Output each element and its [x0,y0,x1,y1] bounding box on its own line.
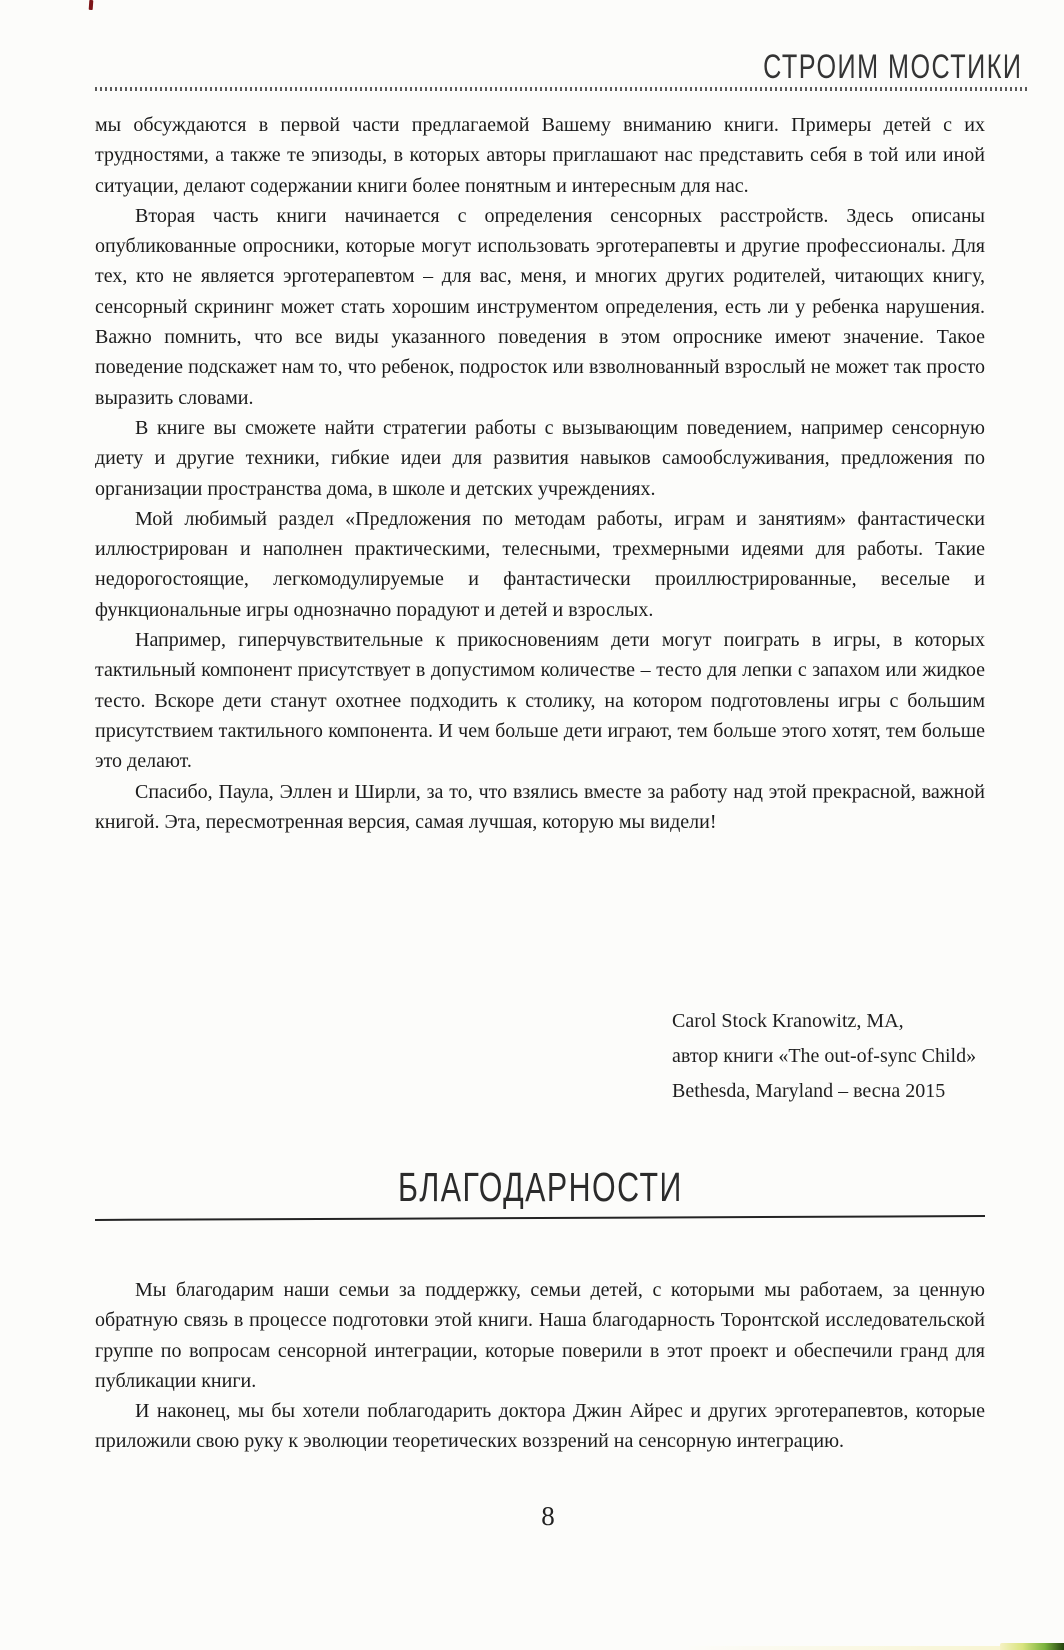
page-number: 8 [541,1500,555,1531]
page-body [95,110,985,1532]
paragraph: Спасибо, Паула, Эллен и Ширли, за то, что взялись вместе за работу над этой прекрасной, важной книгой. Эта, пересмотренная версия, самая лучшая, которую мы видели! [95,780,985,833]
signature-author-name: Carol Stock Kranowitz, MA, [672,1010,904,1032]
scan-artifact-bottom-tint [684,1646,1004,1650]
paragraph: Вторая часть книги начинается с определения сенсорных расстройств. Здесь описаны опубликованные опросники, которые могут использовать эрготерапевты и другие профессионалы. Для тех, кто не является эрготерапевтом – для вас, меня, и многих других родителей, читающих книгу, сенсорный скрининг может стать хорошим инструментом определения, есть ли у ребенка нарушения. Важно помнить, что все виды указанного поведения в этом опроснике имеют значение. Такое поведение подскажет нам то, что ребенок, подросток или взволнованный взрослый не может так просто выразить словами. [95,204,985,409]
running-header-title-row [95,50,1028,84]
acknowledgments-title: БЛАГОДАРНОСТИ [397,1164,683,1210]
acknowledgments-rule [95,1215,985,1221]
paragraph: В книге вы сможете найти стратегии работы с вызывающим поведением, например сенсорную диету и другие техники, гибкие идеи для развития навыков самообслуживания, предложения по организации пространства дома, в школе и детских учреждениях. [95,416,985,500]
foreword-text-block [95,110,985,932]
signature-place-date: Bethesda, Maryland – весна 2015 [672,1080,946,1102]
header-dotted-rule [95,87,1028,91]
acknowledgments-text-block [95,1275,985,1457]
paragraph: Например, гиперчувствительные к прикосновениям дети могут поиграть в игры, в которых тактильный компонент присутствует в допустимом количестве – тесто для лепки с запахом или жидкое тесто. Вскоре дети станут охотнее подходить к столику, на котором подготовлены игры с большим присутствием тактильного компонента. И чем больше дети играют, тем больше этого хотят, тем больше это делают. [95,629,985,773]
paragraph: Мы благодарим наши семьи за поддержку, семьи детей, с которыми мы работаем, за ценную обратную связь в процессе подготовки этой книги. Наша благодарность Торонтской исследовательской группе по вопросам сенсорной интеграции, которые поверили в этот проект и обеспечили гранд для публикации книги. [95,1279,985,1392]
scan-artifact-red-mark [89,0,94,10]
signature-book-credit: автор книги «The out-of-sync Child» [672,1045,977,1067]
paragraph: Мой любимый раздел «Предложения по методам работы, играм и занятиям» фантастически иллюстрирован и наполнен практическими, телесными, трехмерными идеями для работы. Такие недорогостоящие, легкомодулируемые и фантастически проиллюстрированные, веселые и функциональные игры однозначно порадуют и детей и взрослых. [95,507,985,621]
paragraph: мы обсуждаются в первой части предлагаемой Вашему вниманию книги. Примеры детей с их трудностями, а также те эпизоды, в которых авторы приглашают нас представить себя в той или иной ситуации, делают содержании книги более понятным и интересным для нас. [95,114,985,197]
running-header [95,50,1028,91]
running-header-title: СТРОИМ МОСТИКИ [762,48,1022,86]
paragraph: И наконец, мы бы хотели поблагодарить доктора Джин Айрес и других эрготерапевтов, которые приложили свою руку к эволюции теоретических воззрений на сенсорную интеграцию. [95,1400,985,1453]
acknowledgments-title-row [95,1165,985,1209]
scan-artifact-color-wedge [1000,1643,1064,1650]
signature-block [672,1004,985,1109]
